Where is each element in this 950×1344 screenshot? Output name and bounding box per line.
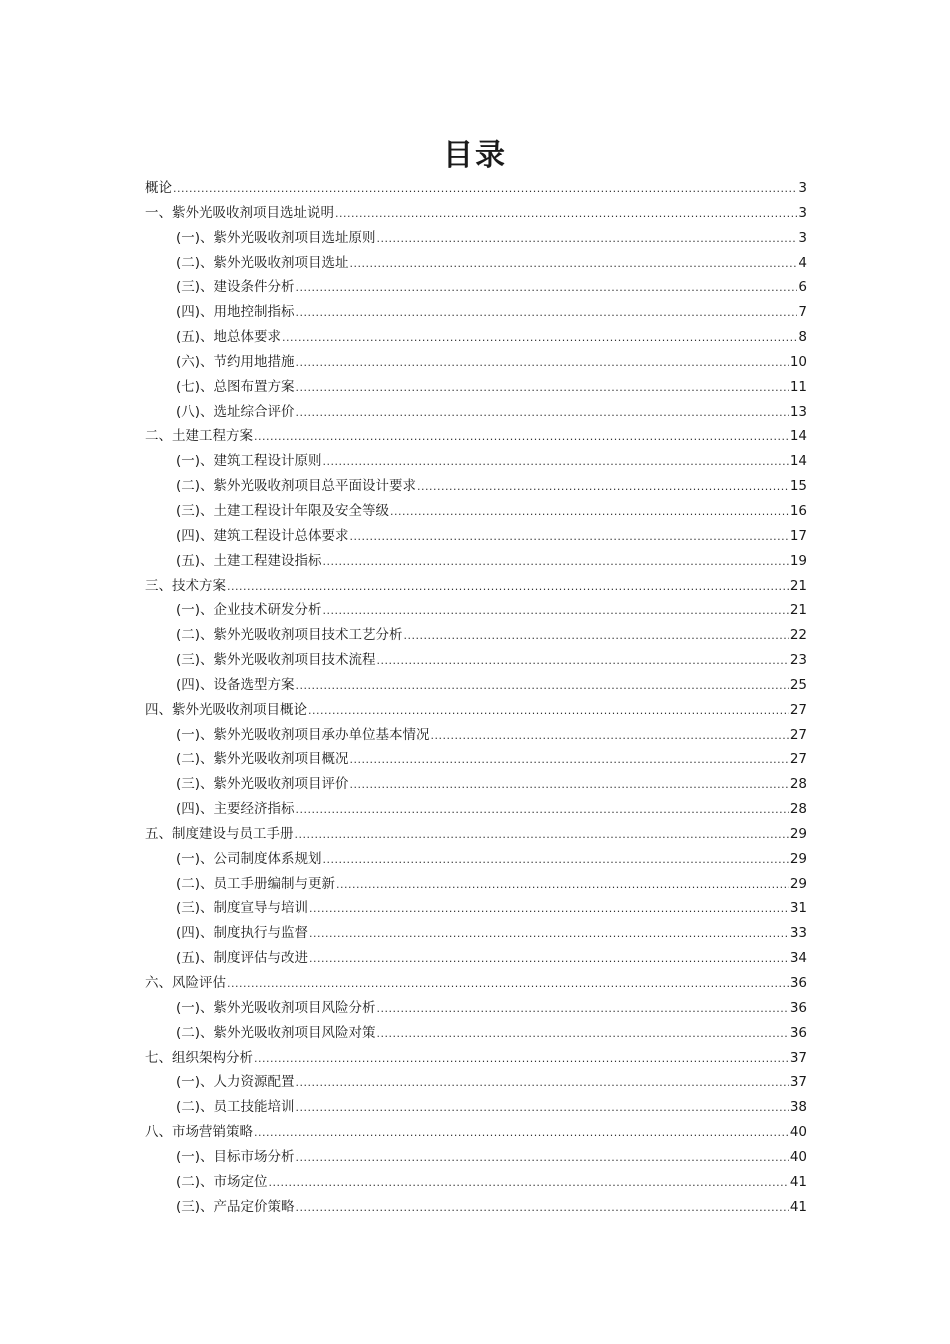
toc-page-number: 27 bbox=[789, 726, 807, 743]
toc-entry-label: (四)、建筑工程设计总体要求 bbox=[176, 527, 349, 544]
toc-subentry[interactable] bbox=[145, 996, 807, 1021]
toc-page-number: 41 bbox=[789, 1173, 807, 1190]
toc-entry-label: (二)、紫外光吸收剂项目风险对策 bbox=[176, 1024, 376, 1041]
toc-dot-leader bbox=[377, 1021, 789, 1047]
toc-dot-leader bbox=[282, 325, 797, 351]
toc-page-number: 25 bbox=[789, 676, 807, 693]
toc-dot-leader bbox=[296, 400, 789, 426]
toc-dot-leader bbox=[254, 1046, 789, 1072]
toc-page-number: 36 bbox=[789, 1024, 807, 1041]
toc-dot-leader bbox=[350, 772, 789, 798]
toc-entry-label: (三)、紫外光吸收剂项目评价 bbox=[176, 776, 349, 793]
toc-dot-leader bbox=[377, 226, 798, 252]
toc-subentry[interactable] bbox=[145, 598, 807, 623]
toc-page-number: 10 bbox=[789, 353, 807, 370]
toc-page-number: 3 bbox=[798, 204, 807, 221]
toc-subentry[interactable] bbox=[145, 946, 807, 971]
toc-dot-leader bbox=[309, 921, 789, 947]
toc-dot-leader bbox=[323, 847, 789, 873]
toc-entry-label: (二)、紫外光吸收剂项目概况 bbox=[176, 751, 349, 768]
toc-page-number: 33 bbox=[789, 925, 807, 942]
toc-page-number: 17 bbox=[789, 527, 807, 544]
toc-dot-leader bbox=[335, 201, 797, 227]
toc-page-number: 11 bbox=[789, 378, 807, 395]
toc-entry-label: (一)、紫外光吸收剂项目风险分析 bbox=[176, 999, 376, 1016]
toc-dot-leader bbox=[296, 1195, 789, 1221]
toc-entry-label: (五)、土建工程建设指标 bbox=[176, 552, 322, 569]
toc-dot-leader bbox=[296, 300, 798, 326]
toc-dot-leader bbox=[296, 1095, 789, 1121]
toc-page-number: 14 bbox=[789, 428, 807, 445]
toc-subentry[interactable] bbox=[145, 797, 807, 822]
toc-subentry[interactable] bbox=[145, 747, 807, 772]
toc-dot-leader bbox=[350, 251, 798, 277]
toc-entry-label: (一)、紫外光吸收剂项目承办单位基本情况 bbox=[176, 726, 430, 743]
toc-dot-leader bbox=[377, 996, 789, 1022]
toc-dot-leader bbox=[404, 623, 789, 649]
toc-entry[interactable] bbox=[145, 822, 807, 847]
toc-entry-label: (四)、设备选型方案 bbox=[176, 676, 295, 693]
toc-entry-label: (二)、员工手册编制与更新 bbox=[176, 875, 336, 892]
toc-dot-leader bbox=[323, 549, 789, 575]
toc-subentry[interactable] bbox=[145, 449, 807, 474]
toc-dot-leader bbox=[296, 275, 798, 301]
toc-page-number: 23 bbox=[789, 652, 807, 669]
toc-page-number: 3 bbox=[798, 229, 807, 246]
toc-subentry[interactable] bbox=[145, 1145, 807, 1170]
toc-dot-leader bbox=[296, 1070, 789, 1096]
toc-page-number: 28 bbox=[789, 801, 807, 818]
toc-page-number: 13 bbox=[789, 403, 807, 420]
toc-subentry[interactable] bbox=[145, 524, 807, 549]
toc-dot-leader bbox=[308, 698, 789, 724]
toc-entry-label: (一)、公司制度体系规划 bbox=[176, 850, 322, 867]
toc-entry[interactable] bbox=[145, 201, 807, 226]
toc-page-number: 4 bbox=[798, 254, 807, 271]
toc-entry[interactable] bbox=[145, 574, 807, 599]
toc-entry-label: 五、制度建设与员工手册 bbox=[145, 825, 294, 842]
toc-entry-label: (一)、建筑工程设计原则 bbox=[176, 453, 322, 470]
toc-subentry[interactable] bbox=[145, 921, 807, 946]
toc-entry-label: 三、技术方案 bbox=[145, 577, 226, 594]
toc-entry-label: (二)、紫外光吸收剂项目总平面设计要求 bbox=[176, 478, 417, 495]
toc-subentry[interactable] bbox=[145, 648, 807, 673]
toc-subentry[interactable] bbox=[145, 896, 807, 921]
toc-entry-label: (四)、主要经济指标 bbox=[176, 801, 295, 818]
toc-page-number: 37 bbox=[789, 1074, 807, 1091]
toc-entry[interactable] bbox=[145, 176, 807, 201]
toc-dot-leader bbox=[295, 822, 789, 848]
toc-subentry[interactable] bbox=[145, 300, 807, 325]
toc-dot-leader bbox=[309, 896, 789, 922]
toc-page-number: 38 bbox=[789, 1099, 807, 1116]
toc-subentry[interactable] bbox=[145, 549, 807, 574]
toc-page-number: 37 bbox=[789, 1049, 807, 1066]
toc-dot-leader bbox=[254, 424, 789, 450]
toc-subentry[interactable] bbox=[145, 1095, 807, 1120]
toc-entry-label: (二)、紫外光吸收剂项目技术工艺分析 bbox=[176, 627, 403, 644]
toc-subentry[interactable] bbox=[145, 226, 807, 251]
toc-page-number: 7 bbox=[798, 304, 807, 321]
toc-subentry[interactable] bbox=[145, 723, 807, 748]
toc-entry-label: (六)、节约用地措施 bbox=[176, 353, 295, 370]
toc-page-number: 28 bbox=[789, 776, 807, 793]
toc-dot-leader bbox=[417, 474, 789, 500]
toc-page-number: 41 bbox=[789, 1198, 807, 1215]
toc-page-number: 21 bbox=[789, 602, 807, 619]
toc-dot-leader bbox=[173, 176, 797, 202]
toc-entry-label: 六、风险评估 bbox=[145, 975, 226, 991]
toc-page-number: 36 bbox=[789, 999, 807, 1016]
toc-page-number: 27 bbox=[789, 701, 807, 718]
toc-dot-leader bbox=[390, 499, 789, 525]
toc-entry-label: (三)、建设条件分析 bbox=[176, 279, 295, 296]
toc-page-number: 14 bbox=[789, 453, 807, 470]
toc-page-number: 40 bbox=[789, 1124, 807, 1141]
toc-dot-leader bbox=[350, 747, 789, 773]
toc-entry-label: 四、紫外光吸收剂项目概论 bbox=[145, 701, 307, 718]
toc-entry-label: (五)、地总体要求 bbox=[176, 329, 282, 346]
toc-subentry[interactable] bbox=[145, 499, 807, 524]
toc-page-number: 15 bbox=[789, 478, 807, 495]
toc-entry-label: (八)、选址综合评价 bbox=[176, 403, 295, 420]
toc-page-number: 6 bbox=[798, 279, 807, 296]
toc-entry-label: (七)、总图布置方案 bbox=[176, 378, 295, 395]
toc-dot-leader bbox=[323, 449, 789, 475]
toc-page-number: 22 bbox=[789, 627, 807, 644]
toc-page-number: 21 bbox=[789, 577, 807, 594]
page-title: 目录 bbox=[443, 138, 507, 173]
toc-subentry[interactable] bbox=[145, 1195, 807, 1220]
table-of-contents bbox=[145, 176, 807, 1219]
toc-dot-leader bbox=[269, 1170, 789, 1196]
toc-dot-leader bbox=[296, 673, 789, 699]
toc-dot-leader bbox=[296, 350, 789, 376]
toc-entry-label: (三)、产品定价策略 bbox=[176, 1198, 295, 1215]
toc-dot-leader bbox=[227, 971, 789, 997]
toc-entry-label: (四)、用地控制指标 bbox=[176, 304, 295, 321]
toc-entry-label: 概论 bbox=[145, 180, 172, 196]
toc-entry-label: 二、土建工程方案 bbox=[145, 428, 253, 445]
toc-subentry[interactable] bbox=[145, 375, 807, 400]
toc-entry-label: (四)、制度执行与监督 bbox=[176, 925, 309, 942]
toc-entry-label: (三)、制度宣导与培训 bbox=[176, 900, 309, 917]
toc-page-number: 29 bbox=[789, 850, 807, 867]
toc-entry[interactable] bbox=[145, 1046, 807, 1071]
toc-dot-leader bbox=[296, 1145, 789, 1171]
toc-entry[interactable] bbox=[145, 971, 807, 996]
toc-page-number: 27 bbox=[789, 751, 807, 768]
toc-page-number: 16 bbox=[789, 502, 807, 519]
toc-dot-leader bbox=[296, 797, 789, 823]
toc-page-number: 3 bbox=[798, 180, 807, 196]
toc-subentry[interactable] bbox=[145, 623, 807, 648]
toc-dot-leader bbox=[336, 872, 789, 898]
toc-page-number: 40 bbox=[789, 1148, 807, 1165]
toc-page-number: 34 bbox=[789, 950, 807, 967]
toc-dot-leader bbox=[254, 1120, 789, 1146]
toc-subentry[interactable] bbox=[145, 400, 807, 425]
toc-entry[interactable] bbox=[145, 424, 807, 449]
toc-entry[interactable] bbox=[145, 698, 807, 723]
toc-subentry[interactable] bbox=[145, 847, 807, 872]
toc-entry-label: (二)、市场定位 bbox=[176, 1173, 268, 1190]
toc-entry-label: (二)、紫外光吸收剂项目选址 bbox=[176, 254, 349, 271]
toc-page-number: 29 bbox=[789, 875, 807, 892]
toc-page-number: 31 bbox=[789, 900, 807, 917]
toc-page-number: 8 bbox=[798, 329, 807, 346]
toc-entry-label: 八、市场营销策略 bbox=[145, 1124, 253, 1141]
toc-page-number: 19 bbox=[789, 552, 807, 569]
toc-entry[interactable] bbox=[145, 1120, 807, 1145]
toc-dot-leader bbox=[350, 524, 789, 550]
toc-entry-label: (三)、紫外光吸收剂项目技术流程 bbox=[176, 652, 376, 669]
toc-entry-label: 七、组织架构分析 bbox=[145, 1049, 253, 1066]
toc-entry-label: (一)、目标市场分析 bbox=[176, 1148, 295, 1165]
toc-subentry[interactable] bbox=[145, 1021, 807, 1046]
toc-entry-label: (一)、人力资源配置 bbox=[176, 1074, 295, 1091]
toc-page-number: 29 bbox=[789, 825, 807, 842]
toc-entry-label: (三)、土建工程设计年限及安全等级 bbox=[176, 502, 390, 519]
toc-subentry[interactable] bbox=[145, 251, 807, 276]
toc-entry-label: (一)、企业技术研发分析 bbox=[176, 602, 322, 619]
toc-entry-label: (二)、员工技能培训 bbox=[176, 1099, 295, 1116]
toc-entry-label: (五)、制度评估与改进 bbox=[176, 950, 309, 967]
toc-page-number: 36 bbox=[789, 975, 807, 991]
toc-subentry[interactable] bbox=[145, 325, 807, 350]
toc-subentry[interactable] bbox=[145, 1170, 807, 1195]
toc-dot-leader bbox=[296, 375, 789, 401]
toc-entry-label: 一、紫外光吸收剂项目选址说明 bbox=[145, 204, 334, 221]
toc-subentry[interactable] bbox=[145, 1070, 807, 1095]
toc-dot-leader bbox=[227, 574, 789, 600]
toc-subentry[interactable] bbox=[145, 350, 807, 375]
toc-subentry[interactable] bbox=[145, 474, 807, 499]
toc-subentry[interactable] bbox=[145, 872, 807, 897]
toc-dot-leader bbox=[309, 946, 789, 972]
toc-subentry[interactable] bbox=[145, 673, 807, 698]
toc-entry-label: (一)、紫外光吸收剂项目选址原则 bbox=[176, 229, 376, 246]
toc-subentry[interactable] bbox=[145, 772, 807, 797]
toc-dot-leader bbox=[377, 648, 789, 674]
toc-dot-leader bbox=[323, 598, 789, 624]
toc-subentry[interactable] bbox=[145, 275, 807, 300]
toc-dot-leader bbox=[431, 723, 789, 749]
